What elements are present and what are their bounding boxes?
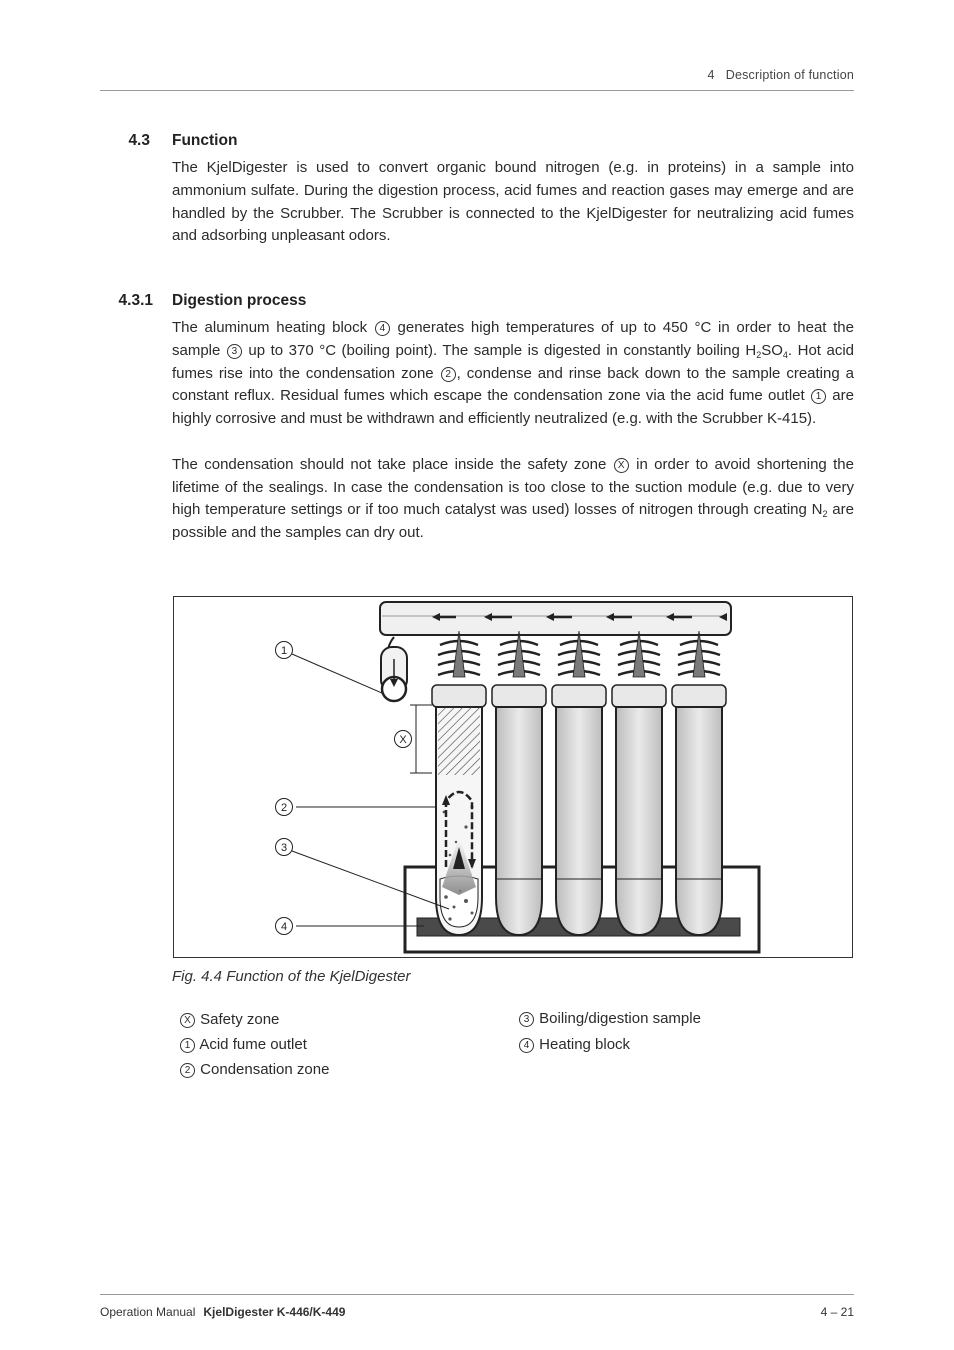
section-title: Function <box>172 132 238 149</box>
callout-leaders <box>292 654 449 926</box>
subsection-title: Digestion process <box>172 292 307 309</box>
legend-item <box>518 1036 630 1053</box>
svg-text:4: 4 <box>280 921 288 933</box>
svg-text:X: X <box>399 734 407 746</box>
tube-2 <box>492 685 546 935</box>
safety-zone-dimension <box>410 705 432 773</box>
legend-marker: X <box>180 1013 195 1028</box>
legend-item <box>179 1011 279 1028</box>
subsection-number: 4.3.1 <box>118 292 153 309</box>
callout-marker: 4 <box>375 321 390 336</box>
footer-doc-type: Operation Manual <box>100 1305 196 1319</box>
svg-text:2: 2 <box>280 802 288 814</box>
legend-label: Acid fume outlet <box>199 1036 307 1053</box>
function-paragraph: The KjelDigester is used to convert organic bound nitrogen (e.g. in proteins) in a sample into ammonium sulfate. During the digestion process, acid fumes and reaction gases may emerge and are handled by the Scrubber. The Scrubber is connected to the KjelDigester for neutralizing acid fumes and adsorbing unpleasant odors. <box>172 159 854 245</box>
legend-label: Safety zone <box>200 1011 280 1028</box>
callout-1 <box>276 642 293 659</box>
footer-document <box>100 1305 345 1319</box>
svg-text:1: 1 <box>280 645 288 657</box>
callout-4 <box>276 918 293 935</box>
legend-label: Boiling/digestion sample <box>539 1010 701 1027</box>
callout-marker: 2 <box>441 367 456 382</box>
legend-marker: 2 <box>180 1063 195 1078</box>
tube-1 <box>432 685 486 935</box>
legend-label: Condensation zone <box>200 1061 330 1078</box>
header-rule <box>100 90 854 91</box>
tube-5 <box>672 685 726 935</box>
page-number: 4 – 21 <box>820 1305 854 1319</box>
tube-4 <box>612 685 666 935</box>
svg-text:3: 3 <box>280 842 288 854</box>
callout-2 <box>276 799 293 816</box>
callout-marker: 1 <box>811 389 826 404</box>
fume-arrows <box>453 631 705 677</box>
kjeldigester-illustration <box>174 597 852 957</box>
callout-x <box>395 731 412 748</box>
callout-marker: 3 <box>227 344 242 359</box>
legend-item <box>179 1036 307 1053</box>
footer-product: KjelDigester K-446/K-449 <box>203 1305 346 1319</box>
legend-marker: 4 <box>519 1038 534 1053</box>
digestion-tubes <box>432 685 726 935</box>
digestion-paragraph-1: The aluminum heating block 4 generates high temperatures of up to 450 °C in order to heat the sample 3 up to 370 °C (boiling point). The sample is digested in constantly boiling $H_2SO_4$. Hot acid fumes rise into the condensation zone 2 , condense and rinse back down to the sample creating a constant reflux. Residual fumes which escape the condensation zone via the acid fume outlet 1 are highly corrosive and must be withdrawn and efficiently neutralized (e.g. with the Scrubber K-415). <box>172 319 855 428</box>
callout-3 <box>276 839 293 856</box>
tube-3 <box>552 685 606 935</box>
digestion-body <box>172 317 854 545</box>
legend-marker: 3 <box>519 1012 534 1027</box>
callout-marker: X <box>614 458 629 473</box>
acid-fume-outlet <box>381 637 407 701</box>
section-body <box>172 157 854 248</box>
legend-item <box>518 1010 701 1027</box>
footer-rule <box>100 1294 854 1295</box>
legend-item <box>179 1061 329 1078</box>
legend-label: Heating block <box>539 1036 631 1053</box>
legend-marker: 1 <box>180 1038 195 1053</box>
suction-manifold <box>380 602 731 635</box>
figure-caption: Fig. 4.4 Function of the KjelDigester <box>172 968 411 985</box>
digestion-paragraph-2: The condensation should not take place inside the safety zone X in order to avoid shortening the lifetime of the sealings. In case the condensation is too close to the suction module (e.g. due to very high temperature settings or if too much catalyst was used) losses of nitrogen through creating $N_2$ are possible and the samples can dry out. <box>172 455 854 542</box>
section-number: 4.3 <box>128 132 150 149</box>
figure-frame <box>173 596 853 958</box>
running-header: 4 Description of function <box>707 68 854 82</box>
